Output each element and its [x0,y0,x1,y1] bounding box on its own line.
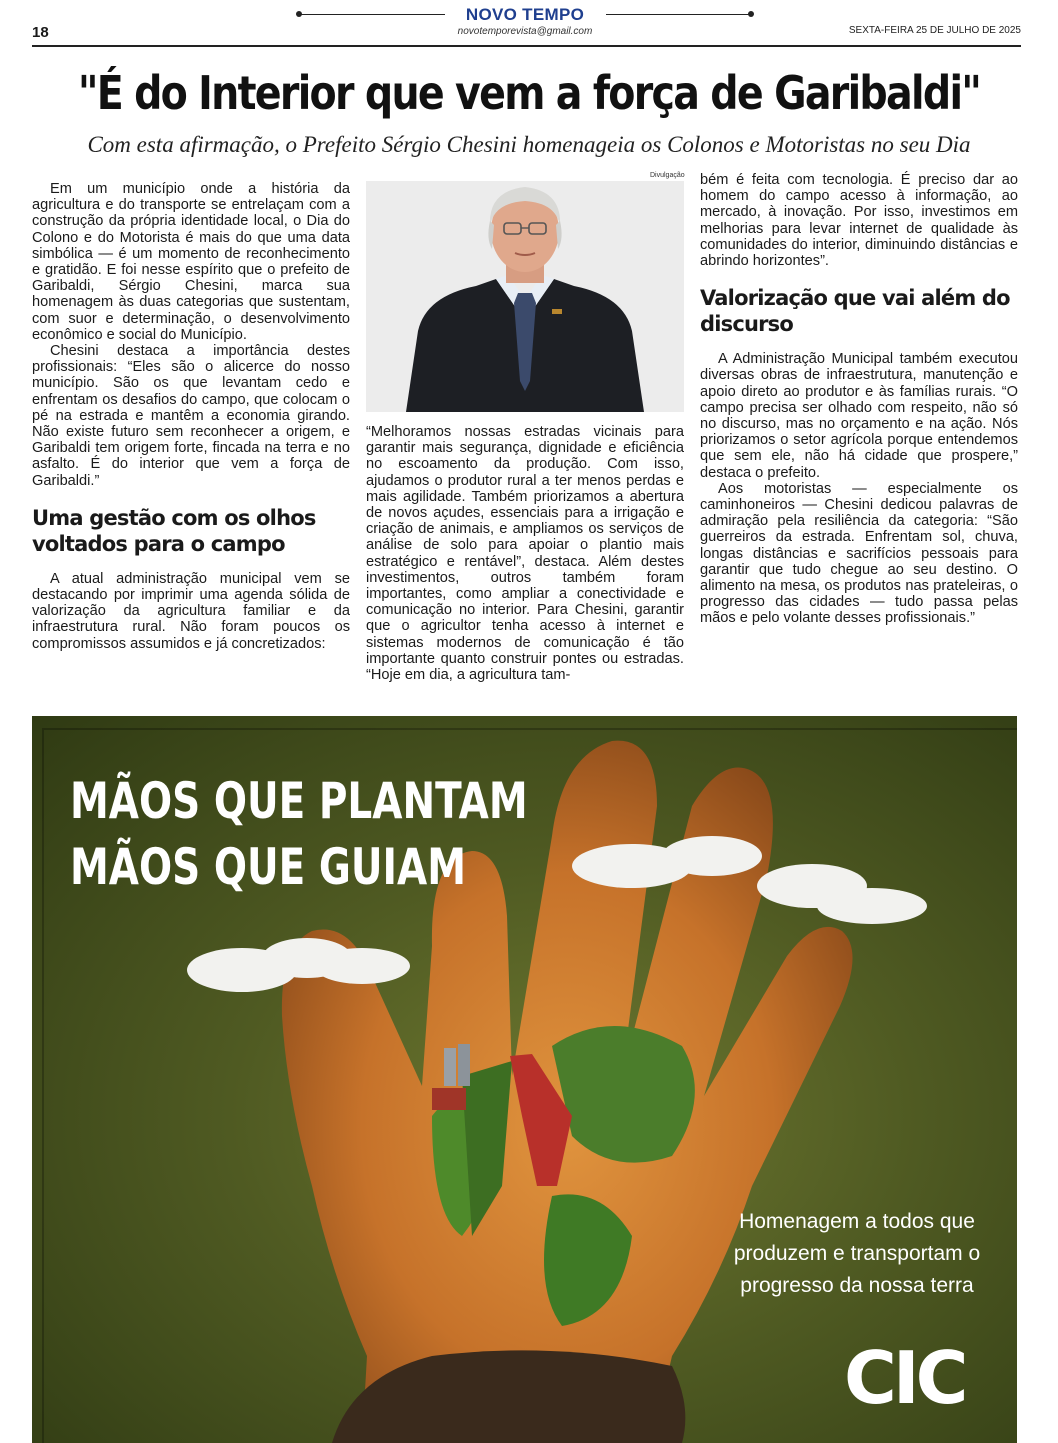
ad-title-line-2: MÃOS QUE GUIAM [70,838,467,896]
header-rule-right [606,14,751,15]
article-column-3 [700,172,1018,627]
header-dot-left [296,11,302,17]
paragraph: A Administração Municipal também executou diversas obras de infraestrutura, manutenção e apoio direto ao produtor e às famílias rurais. “O campo precisa ser olhado com respeito, não só no discurso, mas no orçamento e na ação. Nós priorizamos o setor agrícola porque entendemos que sem ele, não há cidade que prospere,” destaca o prefeito. [700,351,1018,481]
article-column-1 [32,181,350,652]
paragraph: “Melhoramos nossas estradas vicinais para garantir mais segurança, dignidade e eficiência no escoamento da produção. Com isso, ajudamos o produtor rural a ter menos perdas e mais agilidade. Também priorizamos a abertura de novos açudes, essenciais para a irrigação e criação de animais, e ampliamos os serviços de análise de solo para apoiar o plantio mais estratégico e rentável”, destaca. Além destes investimentos, outros também foram importantes, como ampliar a conectividade e comunicação no interior. Para Chesini, garantir que o agricultor tenha acesso à internet e sistemas modernos de comunicação é tão importante quanto construir pontes ou estradas. “Hoje em dia, a agricultura tam- [366,424,684,684]
paragraph: bém é feita com tecnologia. É preciso dar ao homem do campo acesso à informação, ao mercado, à inovação. Por isso, investimos em melhorias para levar internet de qualidade às comunidades do interior, diminuindo distâncias e abrindo horizontes”. [700,172,1018,270]
masthead [440,5,610,37]
header-divider [32,45,1021,47]
paragraph: Aos motoristas — especialmente os caminhoneiros — Chesini dedicou palavras de admiração pela resiliência da categoria: “São guerreiros da estrada. Enfrentam sol, chuva, longas distâncias e sacrifícios pessoais para garantir que tudo chegue ao seu destino. O alimento na mesa, os produtos nas prateleiras, o progresso das cidades — tudo passa pelas mãos e pelo volante desses profissionais.” [700,480,1018,627]
section-heading: Valorização que vai além do discurso [700,286,1010,337]
brand-name: NOVO TEMPO [465,5,585,24]
paragraph: Em um município onde a história da agricultura e do transporte se entrelaçam com a construção da própria identidade local, o Dia do Colono e do Motorista é mais do que uma data simbólica — é um momento de reconhecimento e gratidão. E foi nesse espírito que o prefeito de Garibaldi, Sérgio Chesini, marca sua homenagem às duas categorias que sustentam, com suor e determinação, o desenvolvimento econômico e social do Município. [32,181,350,343]
photo-credit: Divulgação [650,172,685,179]
brand-email: novotemporevista@gmail.com [457,26,593,37]
page-number: 18 [32,24,49,41]
paragraph: A atual administração municipal vem se destacando por imprimir uma agenda sólida de valorização da agricultura familiar e da infraestrutura rural. Não foram poucos os compromissos assumidos e já concretizados: [32,570,350,652]
paragraph: Chesini destaca a importância destes profissionais: “Eles são o alicerce do nosso município. São os que levantam cedo e enfrentam os desafios do campo, que colocam o pé na estrada e mantêm a economia girando. Não existe futuro sem reconhecer a origem, e Garibaldi tem origem forte, fincada na terra e no asfalto. É do interior que vem a força de Garibaldi.” [32,343,350,489]
ad-title [70,768,528,900]
section-heading: Uma gestão com os olhos voltados para o campo [32,505,316,556]
cic-logo: CIC [844,1336,965,1420]
article-subheadline: Com esta afirmação, o Prefeito Sérgio Chesini homenageia os Colonos e Motoristas no seu Dia [87,132,971,157]
mayor-portrait [366,181,684,412]
header-dot-right [748,11,754,17]
ad-tagline: Homenagem a todos que produzem e transportam o progresso da nossa terra [733,1210,981,1297]
header-rule-left [300,14,445,15]
article-column-2 [366,424,684,683]
article-headline: "É do Interior que vem a força de Garibaldi" [77,66,981,120]
portrait-illustration [366,181,684,412]
cic-advertisement [32,716,1017,1443]
issue-date: SEXTA-FEIRA 25 DE JULHO DE 2025 [848,25,1021,36]
ad-title-line-1: MÃOS QUE PLANTAM [70,772,528,830]
